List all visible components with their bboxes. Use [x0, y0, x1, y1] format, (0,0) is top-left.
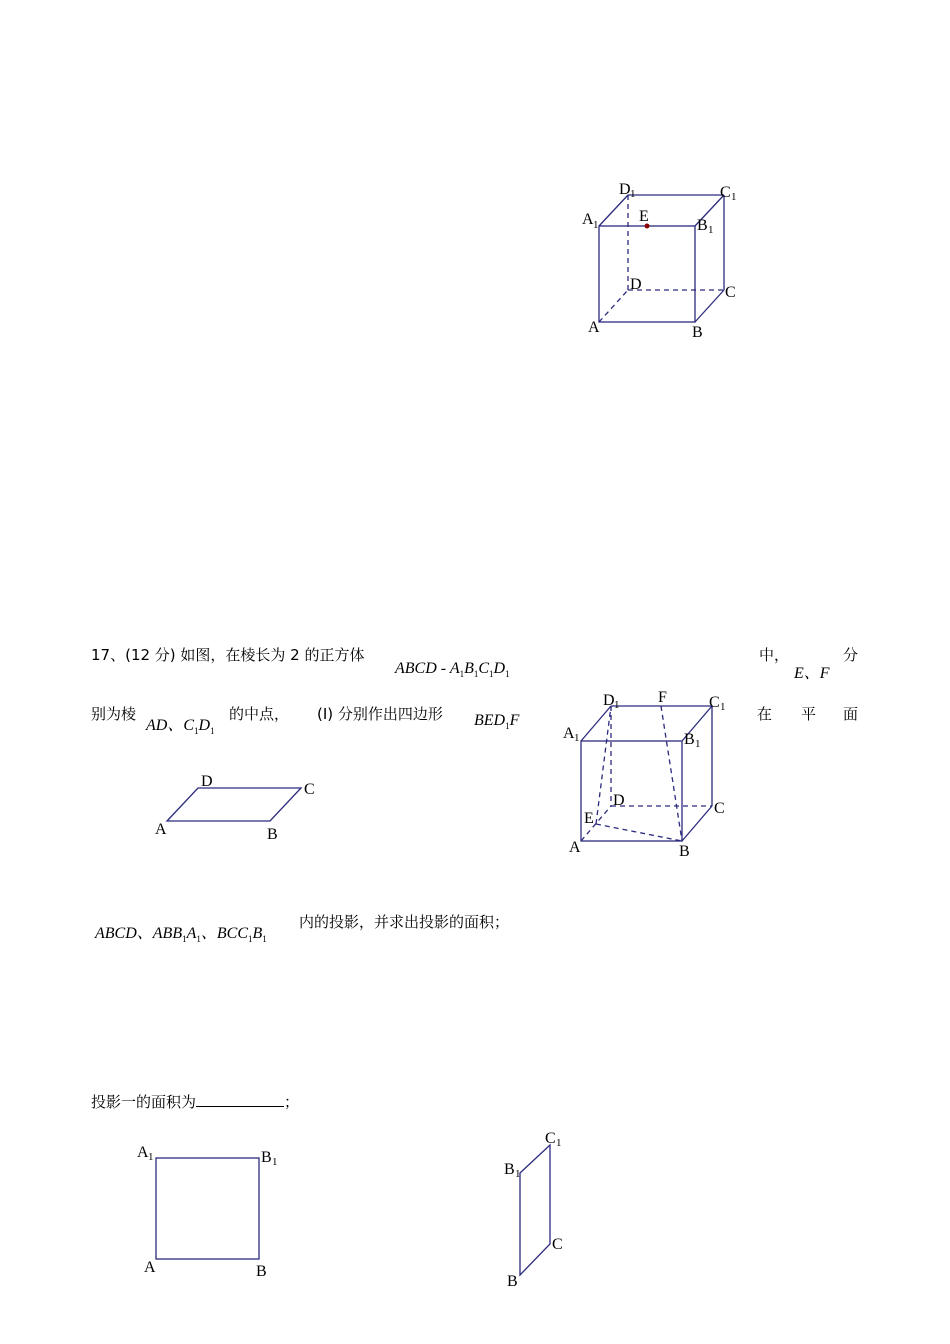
projection-instruction: 内的投影，并求出投影的面积；: [299, 913, 510, 931]
sub: 1: [248, 934, 253, 945]
label-b: B: [507, 1273, 518, 1290]
sub-label: 1: [515, 1168, 521, 1180]
label-c: C: [304, 781, 315, 798]
label-b1: B: [697, 217, 708, 234]
sub: 1: [194, 726, 199, 737]
label-d1: D: [603, 692, 615, 709]
label-a: A: [588, 319, 600, 336]
sub: 1: [182, 934, 187, 945]
label-d: D: [630, 276, 642, 293]
text-bie-wei-leng: 别为棱: [91, 705, 137, 723]
points-ef: E、F: [794, 665, 830, 682]
sub: 1: [489, 669, 494, 680]
sub-label: 1: [593, 219, 599, 231]
square-abb1a1: [130, 1140, 290, 1285]
answer-line: [91, 1091, 299, 1112]
text-zai: 在: [757, 705, 773, 723]
sub: 1: [196, 934, 201, 945]
label-b1: B: [504, 1161, 515, 1178]
label-f: F: [658, 689, 667, 706]
label-c: C: [714, 800, 725, 817]
label-b1: B: [684, 731, 695, 748]
sub-label: 1: [720, 701, 726, 713]
text-mian: 面: [843, 705, 859, 723]
label-b: B: [256, 1263, 267, 1280]
text: F: [509, 712, 520, 729]
label-c1: C: [709, 694, 720, 711]
label-e: E: [639, 208, 649, 225]
answer-end: ；: [284, 1093, 300, 1111]
label-c: C: [725, 284, 736, 301]
label-a: A: [155, 821, 167, 838]
text: A: [186, 925, 197, 942]
label-a: A: [144, 1259, 156, 1276]
sub: 1: [505, 721, 510, 732]
text: D: [198, 717, 211, 734]
sub: 1: [459, 669, 465, 680]
sub-label: 1: [708, 224, 714, 236]
edges-ad-c1d1: [146, 712, 215, 736]
sub-label: 1: [556, 1137, 562, 1149]
text-ping: 平: [801, 705, 817, 723]
answer-blank[interactable]: [196, 1092, 284, 1107]
text: BED: [474, 712, 506, 729]
text-fen: 分: [843, 646, 859, 664]
text-zhong: 中，: [759, 646, 790, 664]
label-c: C: [552, 1236, 563, 1253]
label-d1: D: [619, 181, 631, 198]
label-d: D: [201, 773, 213, 790]
sub-label: 1: [614, 699, 620, 711]
label-a1: A: [563, 725, 575, 742]
quad-bed1f: [474, 712, 519, 731]
label-c1: C: [545, 1130, 556, 1147]
label-b: B: [679, 843, 690, 860]
text: B: [464, 660, 474, 677]
sub: 1: [210, 726, 215, 737]
text: AD、C: [146, 717, 195, 734]
sub: 1: [505, 669, 510, 680]
label-b: B: [267, 826, 278, 843]
text-part1: (I) 分别作出四边形: [317, 705, 443, 723]
sub-label: 1: [731, 191, 737, 203]
label-e: E: [584, 810, 594, 827]
label-b: B: [692, 324, 703, 341]
sub: 1: [473, 669, 479, 680]
answer-label: 投影一的面积为: [91, 1093, 197, 1111]
text: D: [493, 660, 506, 677]
parallelogram-bcc1b1: [500, 1125, 580, 1295]
sub-label: 1: [695, 738, 701, 750]
cube-figure-ef: [560, 685, 760, 865]
sub-label: 1: [574, 732, 580, 744]
sub-label: 1: [630, 188, 636, 200]
label-a1: A: [582, 211, 594, 228]
sub: 1: [262, 934, 267, 945]
sub-label: 1: [148, 1151, 154, 1163]
text: 、BCC: [200, 925, 249, 942]
label-c1: C: [720, 184, 731, 201]
text: ABCD - A: [395, 660, 460, 677]
parallelogram-abcd: [150, 768, 330, 843]
planes-list: [95, 920, 267, 944]
text-midpoint: 的中点，: [229, 705, 290, 723]
cube-name: [395, 660, 510, 679]
sub-label: 1: [272, 1156, 278, 1168]
text: B: [252, 925, 263, 942]
cube-figure-e: [575, 175, 750, 345]
label-b1: B: [261, 1149, 272, 1166]
text: ABCD、ABB: [95, 925, 183, 942]
problem-intro: 17、(12 分) 如图，在棱长为 2 的正方体: [91, 646, 365, 664]
text: C: [478, 660, 490, 677]
label-a1: A: [137, 1144, 149, 1161]
label-a: A: [569, 839, 581, 856]
label-d: D: [613, 792, 625, 809]
